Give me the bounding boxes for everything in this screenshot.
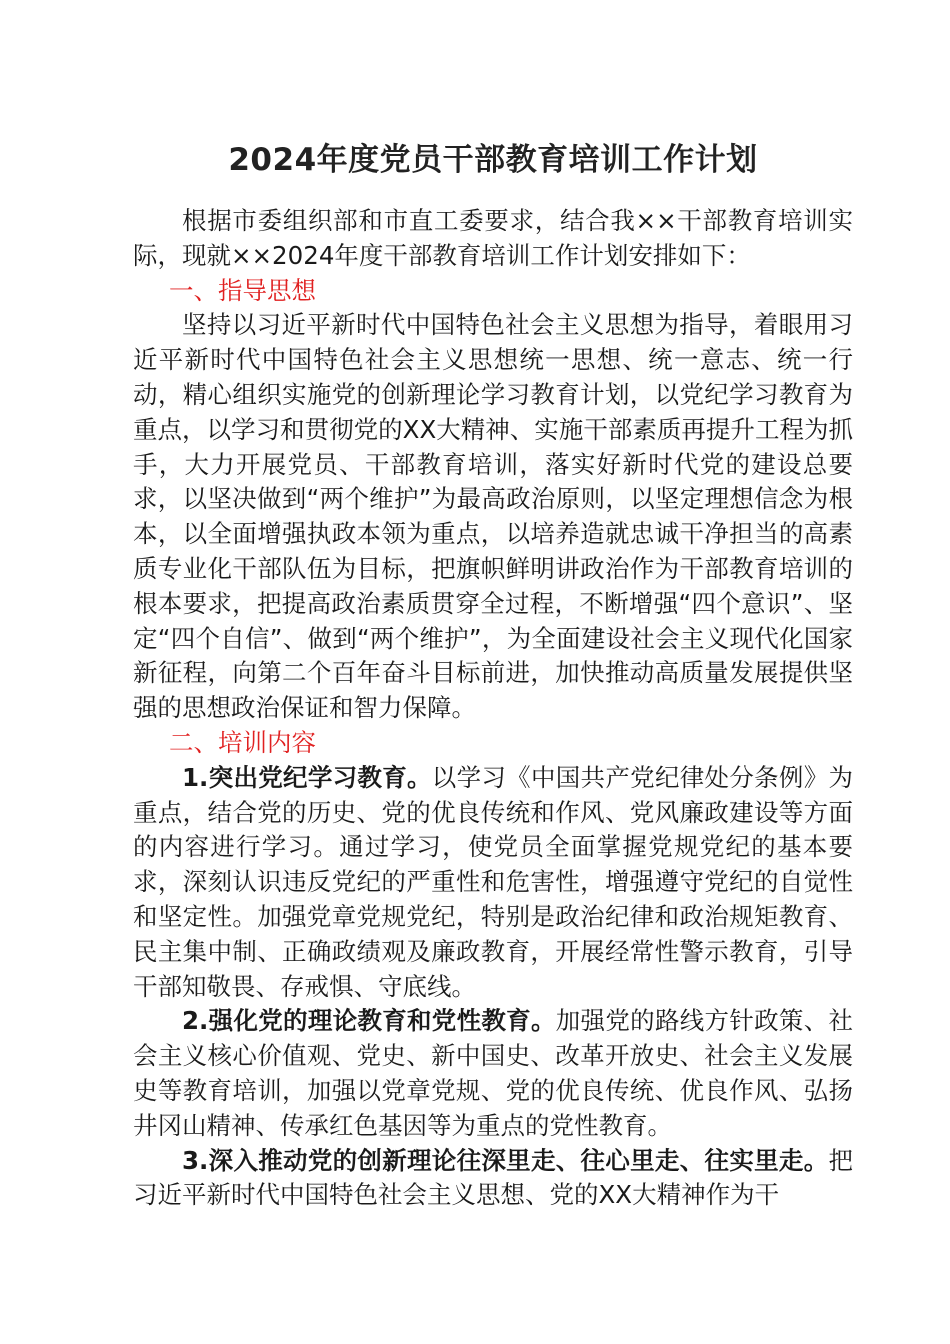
guiding-ideology-paragraph: 坚持以习近平新时代中国特色社会主义思想为指导，着眼用习近平新时代中国特色社会主义思想统一思想、统一意志、统一行动，精心组织实施党的创新理论学习教育计划，以党纪学习教育为重点，以学习和贯彻党的XX大精神、实施干部素质再提升工程为抓手，大力开展党员、干部教育培训，落实好新时代党的建设总要求，以坚决做到“两个维护”为最高政治原则，以坚定理想信念为根本，以全面增强执政本领为重点，以培养造就忠诚干净担当的高素质专业化干部队伍为目标，把旗帜鲜明讲政治作为干部教育培训的根本要求，把提高政治素质贯穿全过程，不断增强“四个意识”、坚定“四个自信”、做到“两个维护”，为全面建设社会主义现代化国家新征程，向第二个百年奋斗目标前进，加快推动高质量发展提供坚强的思想政治保证和智力保障。 (133, 310, 853, 723)
training-item-2-text: 加强党的路线方针政策、社会主义核心价值观、党史、新中国史、改革开放史、社会主义发展史等教育培训，加强以党章党规、党的优良传统、优良作风、弘扬井冈山精神、传承红色基因等为重点的党性教育。 (133, 1006, 853, 1140)
training-item-3 (133, 1144, 853, 1214)
training-item-1 (133, 761, 853, 1005)
section-heading-guiding-ideology: 一、指导思想 (169, 275, 316, 305)
training-item-1-text: 以学习《中国共产党纪律处分条例》为重点，结合党的历史、党的优良传统和作风、党风廉政建设等方面的内容进行学习。通过学习，使党员全面掌握党规党纪的基本要求，深刻认识违反党纪的严重性和危害性，增强遵守党纪的自觉性和坚定性。加强党章党规党纪，特别是政治纪律和政治规矩教育、民主集中制、正确政绩观及廉政教育，开展经常性警示教育，引导干部知敬畏、存戒惧、守底线。 (133, 762, 853, 1001)
training-item-3-lead: 3.深入推动党的创新理论往深里走、往心里走、往实里走。 (182, 1145, 829, 1175)
training-item-2 (133, 1004, 853, 1143)
document-body (133, 204, 853, 1213)
intro-paragraph: 根据市委组织部和市直工委要求，结合我××干部教育培训实际，现就××2024年度干部教育培训工作计划安排如下： (133, 206, 853, 270)
document-page (133, 138, 853, 1213)
training-item-2-lead: 2.强化党的理论教育和党性教育。 (182, 1006, 556, 1036)
document-title: 2024年度党员干部教育培训工作计划 (228, 142, 758, 178)
training-item-1-lead: 1.突出党纪学习教育。 (182, 762, 432, 792)
training-item-3-text: 把习近平新时代中国特色社会主义思想、党的XX大精神作为干 (133, 1145, 853, 1210)
section-heading-training-content: 二、培训内容 (169, 727, 316, 757)
